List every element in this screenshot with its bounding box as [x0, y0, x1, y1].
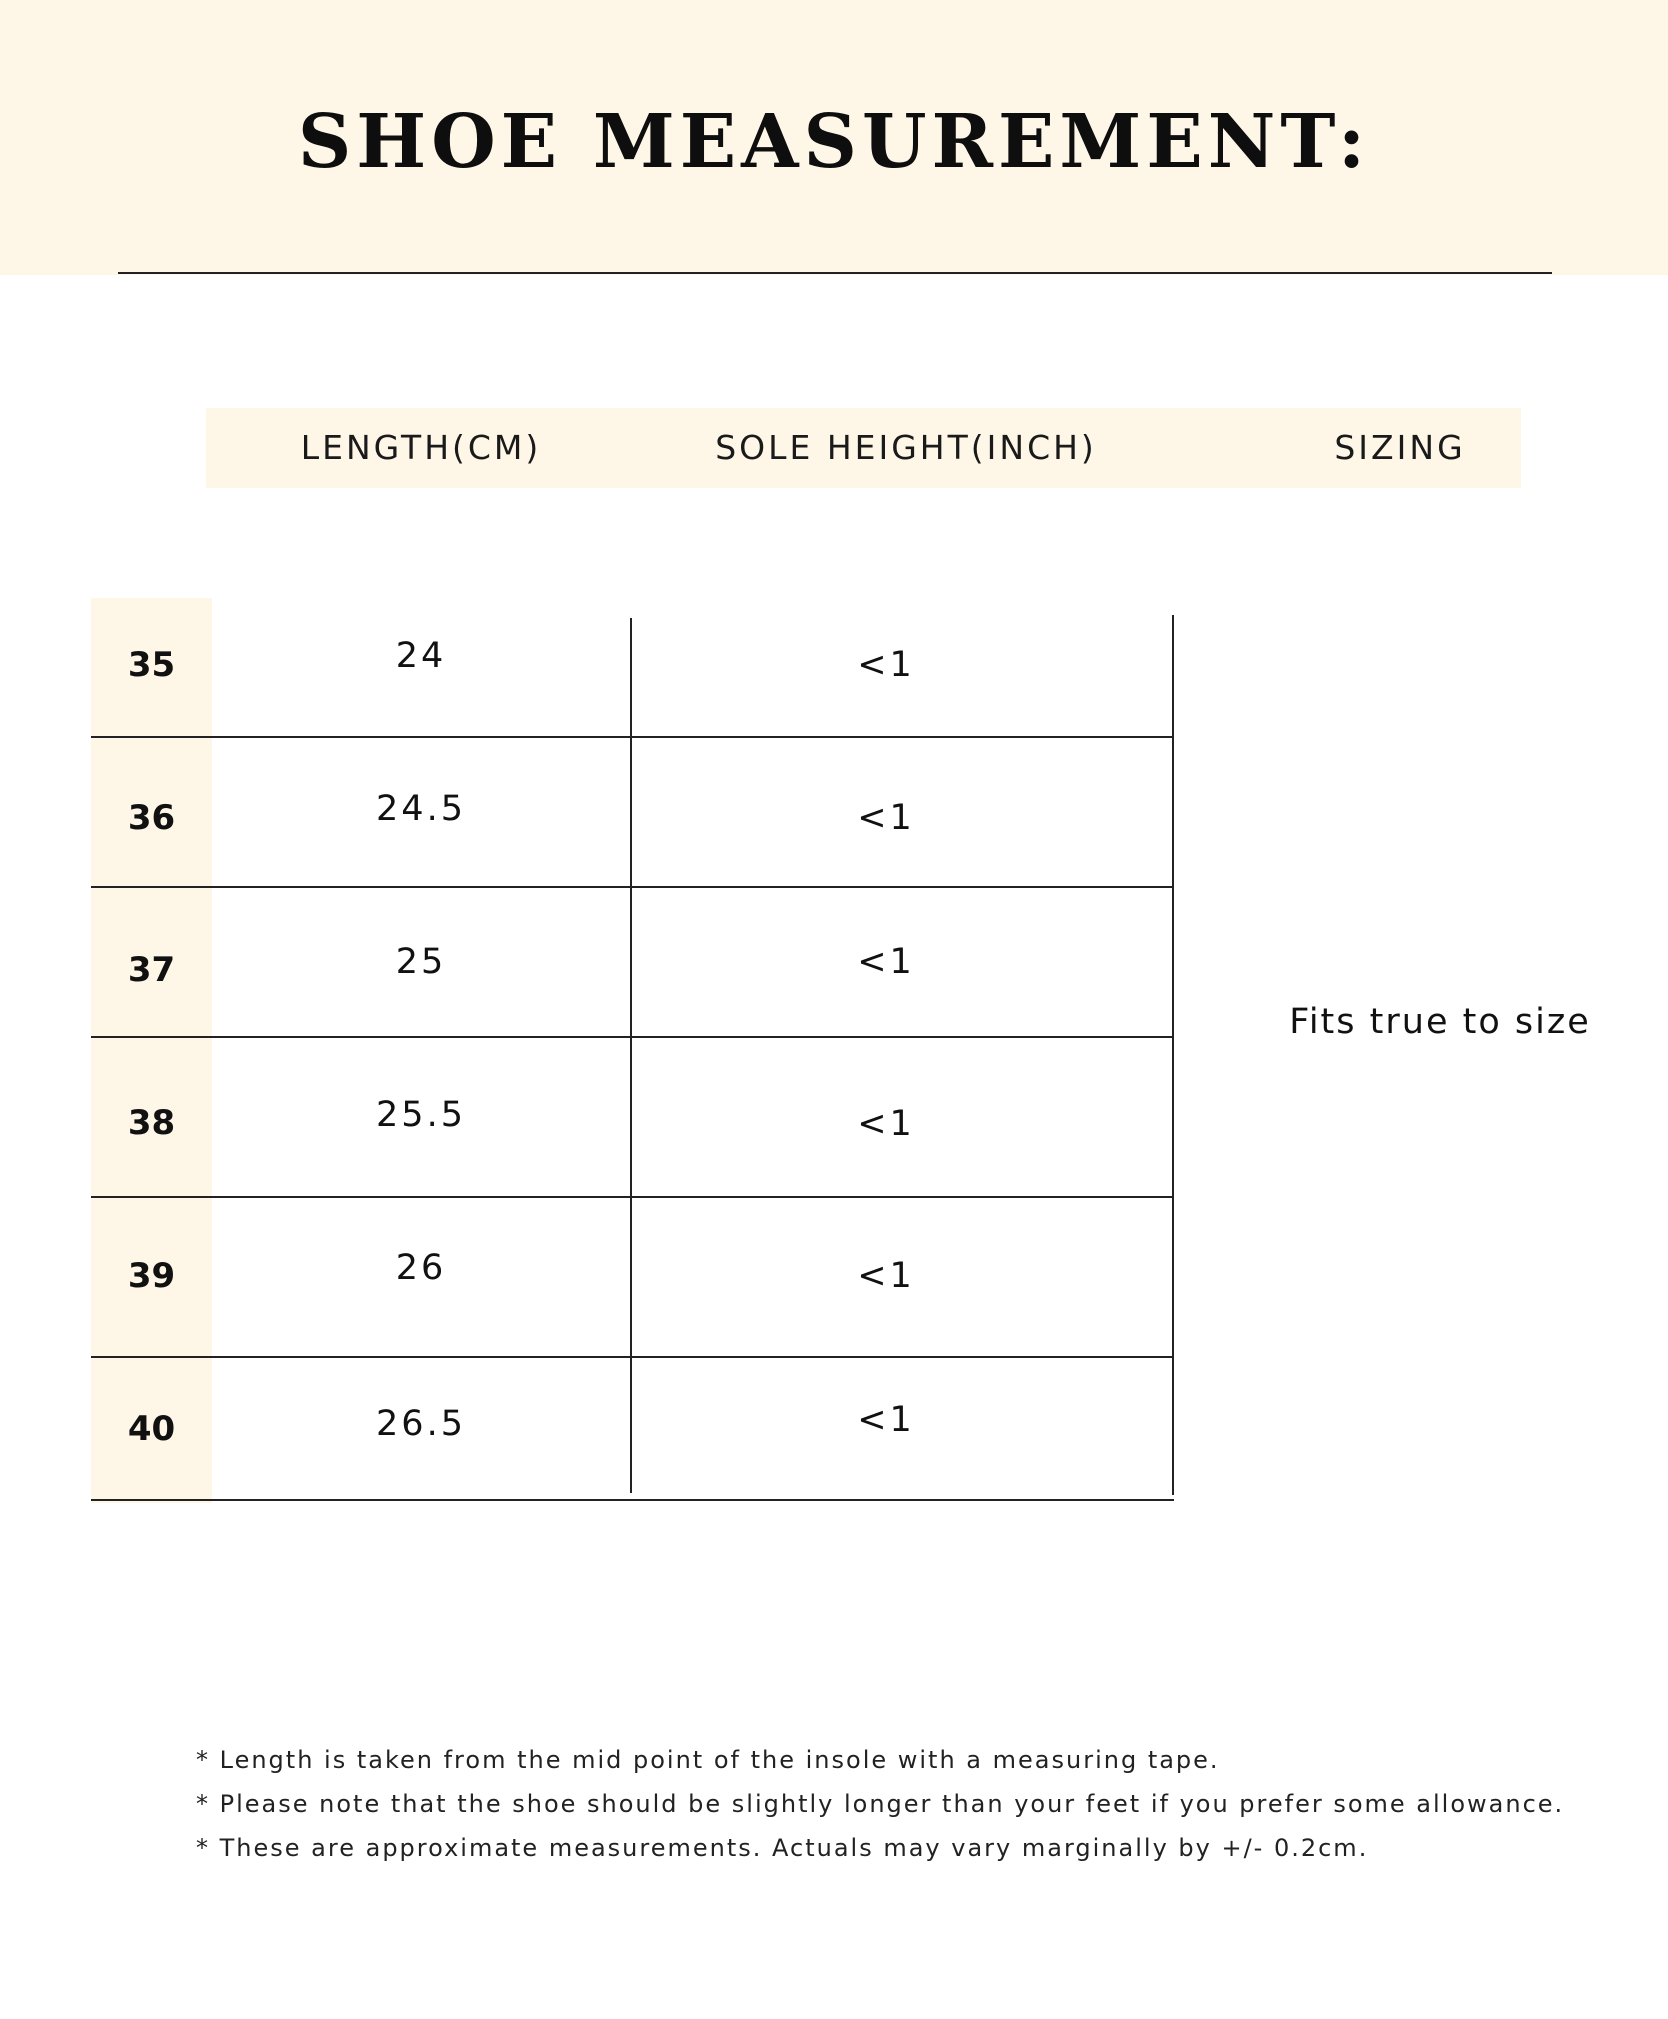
- column-header-length: LENGTH(CM): [300, 428, 542, 467]
- size-label: 40: [127, 1409, 176, 1449]
- row-divider: [91, 1036, 1174, 1038]
- row-divider: [91, 1356, 1174, 1358]
- sole-height-value: <1: [857, 645, 915, 685]
- footnote: * These are approximate measurements. Actuals may vary marginally by +/- 0.2cm.: [196, 1834, 1369, 1862]
- size-label: 35: [127, 645, 176, 685]
- row-divider: [91, 1196, 1174, 1198]
- column-divider-length-sole: [630, 618, 632, 1493]
- size-label: 37: [127, 950, 176, 990]
- sole-height-value: <1: [857, 1104, 915, 1144]
- size-column-band: [91, 598, 212, 1503]
- table-bottom-rule: [91, 1499, 1174, 1501]
- sole-height-value: <1: [857, 1256, 915, 1296]
- size-label: 36: [127, 798, 176, 838]
- sole-height-value: <1: [857, 1400, 915, 1440]
- length-value: 26: [395, 1248, 447, 1288]
- length-value: 25.5: [376, 1095, 466, 1135]
- size-label: 38: [127, 1103, 176, 1143]
- length-value: 24.5: [376, 789, 466, 829]
- footnotes: [196, 1738, 1636, 1870]
- column-divider-sole-sizing: [1172, 615, 1174, 1495]
- length-value: 24: [395, 636, 447, 676]
- row-divider: [91, 736, 1174, 738]
- size-label: 39: [127, 1256, 176, 1296]
- row-divider: [91, 886, 1174, 888]
- header-divider: [118, 272, 1552, 274]
- length-value: 26.5: [376, 1404, 466, 1444]
- sizing-note: Fits true to size: [1289, 1002, 1591, 1042]
- column-header-sizing: SIZING: [1334, 428, 1466, 467]
- column-header-sole-height: SOLE HEIGHT(INCH): [715, 428, 1097, 467]
- sole-height-value: <1: [857, 798, 915, 838]
- footnote: * Please note that the shoe should be slightly longer than your feet if you prefer some allowance.: [196, 1790, 1565, 1818]
- sole-height-value: <1: [857, 942, 915, 982]
- page-title: SHOE MEASUREMENT:: [297, 99, 1371, 185]
- length-value: 25: [395, 942, 447, 982]
- footnote: * Length is taken from the mid point of the insole with a measuring tape.: [196, 1746, 1220, 1774]
